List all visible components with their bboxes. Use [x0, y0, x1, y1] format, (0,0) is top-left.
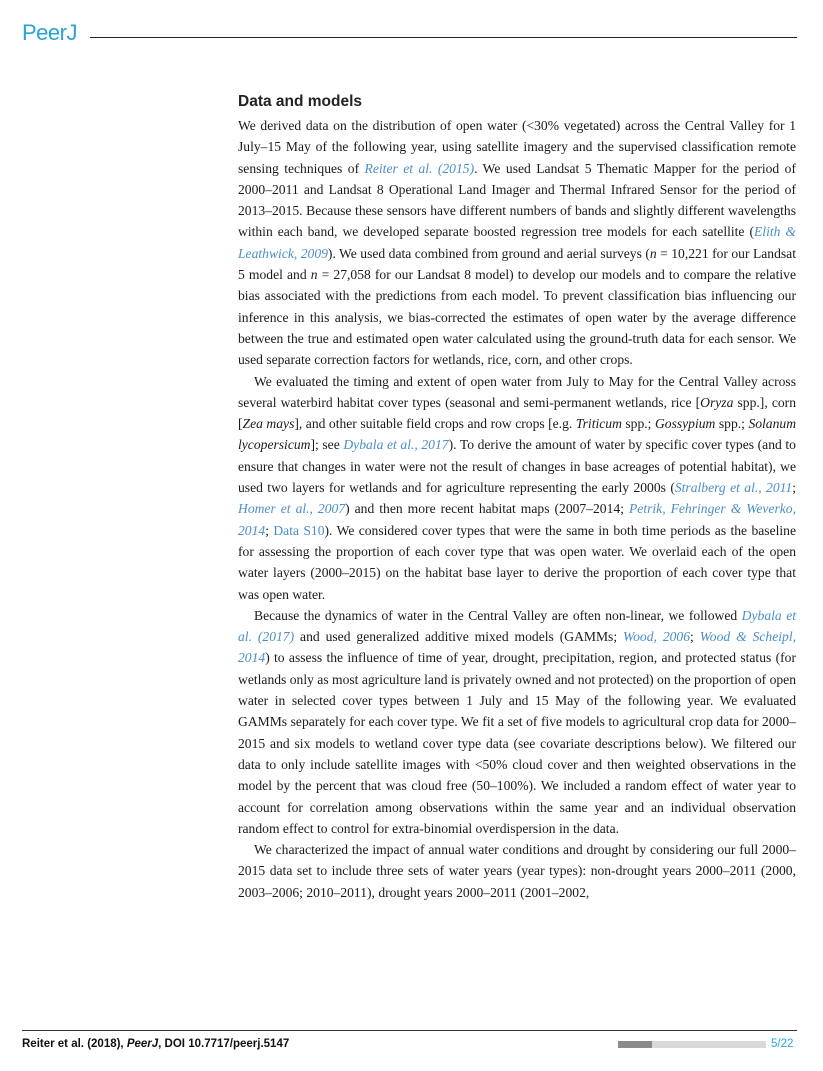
page-number: 5/22 [771, 1038, 794, 1050]
citation-link[interactable]: Stralberg et al., 2011 [674, 480, 793, 496]
paragraph-4: We characterized the impact of annual water conditions and drought by considering our full 2000–2015 data set to include three sets of water years (year types): non-drought years 2000–2011 (2000, 2003–2006; 2010–2011), drought years 2000–2011 (2001–2002, [238, 842, 796, 900]
citation-link[interactable]: Elith & Leathwick, 2009 [238, 224, 797, 261]
citation-link[interactable]: Wood & Scheipl, 2014 [238, 629, 796, 666]
citation-link[interactable]: Dybala et al. (2017) [238, 607, 797, 645]
citation-link[interactable]: Homer et al., 2007 [238, 501, 346, 517]
citation-link[interactable]: Reiter et al. (2015) [364, 160, 475, 176]
article-body [238, 92, 796, 903]
supplement-link[interactable]: Data S10 [273, 522, 325, 538]
page-progress-bar [618, 1041, 766, 1048]
footer-divider [22, 1030, 797, 1031]
paragraph-1: We derived data on the distribution of open water (<30% vegetated) across the Central Valley for 1 July–15 May of the following year, using satellite imagery and the supervised classification remote sensing techniques of Reiter et al. (2015). We used Landsat 5 Thematic Mapper for the period of 2000–2011 and Landsat 8 Operational Land Imager and Thermal Infrared Sensor for the period of 2013–2015. Because these sensors have different numbers of bands and slightly different wavelengths within each band, we developed separate boosted regression tree models for each satellite (Elith & Leathwick, 2009). We used data combined from ground and aerial surveys (n = 10,221 for our Landsat 5 model and n = 27,058 for our Landsat 8 model) to develop our models and to compare the relative bias associated with the predictions from each model. To prevent classification bias influencing our inference in this analysis, we bias-corrected the estimates of open water by the average difference between the true and estimated open water calculated using the ground-truth data for each sensor. We used separate correction factors for wetlands, rice, corn, and other crops. [238, 118, 797, 368]
page-progress-fill [618, 1041, 652, 1048]
peerj-logo: PeerJ [22, 20, 77, 45]
footer-citation: Reiter et al. (2018), PeerJ, DOI 10.7717/peerj.5147 [22, 1038, 290, 1050]
section-title: Data and models [238, 93, 363, 110]
header-divider [90, 37, 797, 38]
paragraph-3: Because the dynamics of water in the Central Valley are often non-linear, we followed Dybala et al. (2017) and used generalized additive mixed models (GAMMs; Wood, 2006; Wood & Scheipl, 2014) to assess the influence of time of year, drought, precipitation, region, and protected status (for wetlands only as most agriculture land is privately owned and not protected) on the proportion of open water in selected cover types between 1 July and 15 May of the following year. We evaluated GAMMs separately for each cover type. We fit a set of five models to agricultural crop data for 2000–2015 and six models to wetland cover type data (see covariate descriptions below). We filtered our data to only include satellite images with <50% cloud cover and then weighted observations in the model by the percent that was cloud free (50–100%). We included a random effect of water year to account for correlation among observations within the same year and an individual observation random effect to control for extra-binomial overdispersion in the data. [238, 607, 797, 836]
citation-link[interactable]: Petrik, Fehringer & Weverko, 2014 [238, 501, 796, 538]
citation-link[interactable]: Wood, 2006 [623, 629, 691, 645]
paragraph-2: We evaluated the timing and extent of open water from July to May for the Central Valley across several waterbird habitat cover types (seasonal and semi-permanent wetlands, rice [Oryza spp.], corn [Zea mays], and other suitable field crops and row crops [e.g. Triticum spp.; Gossypium spp.; Solanum lycopersicum]; see Dybala et al., 2017). To derive the amount of water by specific cover types (and to ensure that changes in water were not the result of changes in base acreages of potential habitat), we used two layers for wetlands and for agriculture representing the early 2000s (Stralberg et al., 2011; Homer et al., 2007) and then more recent habitat maps (2007–2014; Petrik, Fehringer & Weverko, 2014; Data S10). We considered cover types that were the same in both time periods as the baseline for assessing the proportion of each cover type that was open water. We overlaid each of the open water layers (2000–2015) on the habitat base layer to derive the proportion of each cover type that was open water. [238, 373, 797, 602]
journal-name: PeerJ [126, 1038, 159, 1050]
citation-link[interactable]: Dybala et al., 2017 [343, 437, 449, 453]
